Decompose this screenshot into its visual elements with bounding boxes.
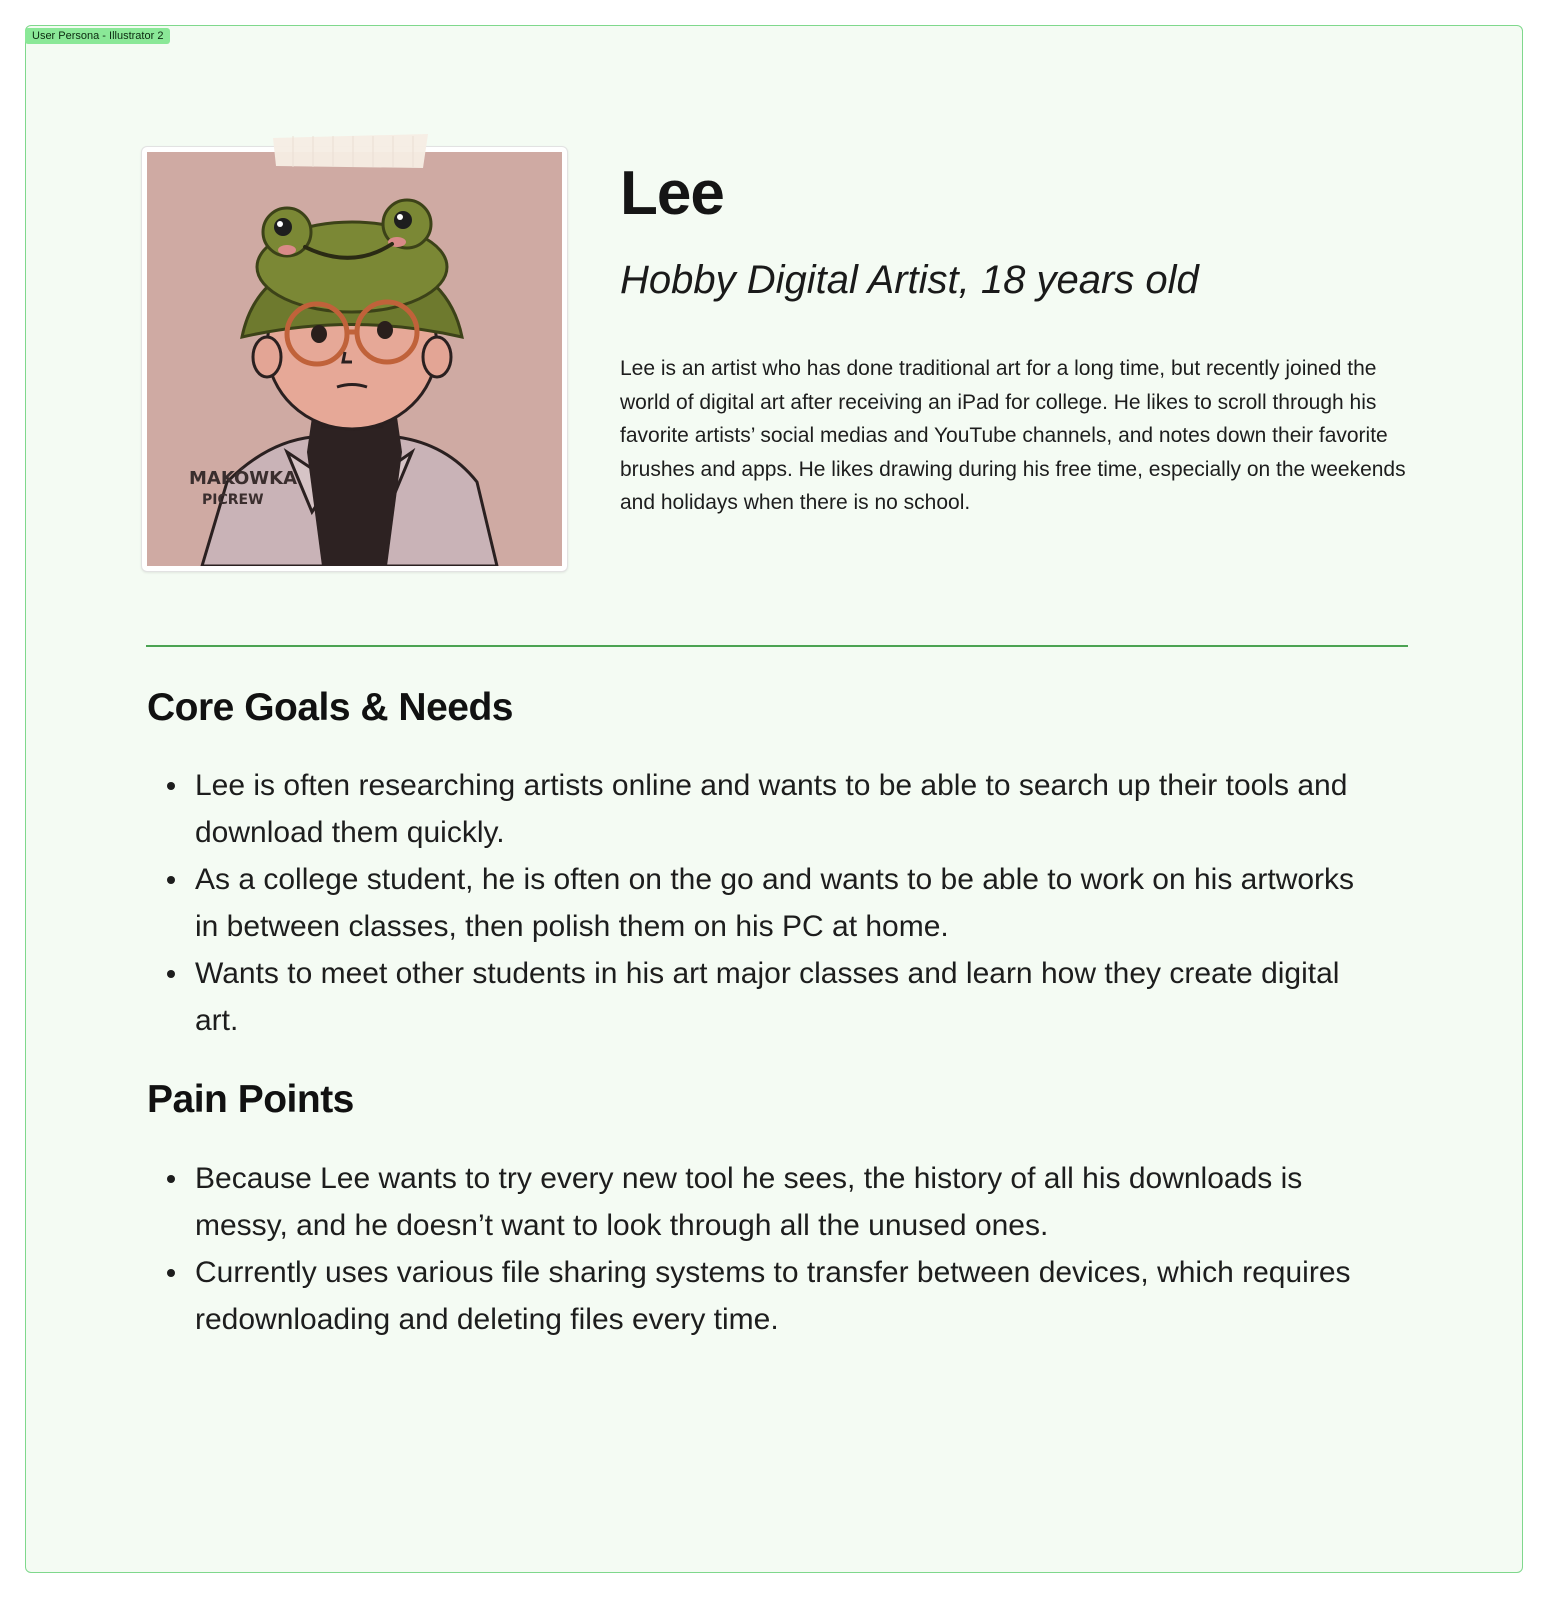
goal-text: Wants to meet other students in his art major classes and learn how they create digital art. [195, 957, 1340, 1037]
pain-points-list [147, 1155, 1377, 1343]
pain-points-title: Pain Points [147, 1078, 354, 1121]
bullet-icon [167, 1269, 175, 1277]
bullet-icon [167, 970, 175, 978]
frame-label[interactable]: User Persona - Illustrator 2 [25, 28, 170, 44]
persona-bio: Lee is an artist who has done traditional art for a long time, but recently joined the world of digital art after receiving an iPad for college. He likes to scroll through his favorite artists’ social medias and YouTube channels, and notes down their favorite brushes and apps. He likes drawing during his free time, especially on the weekends and holidays when there is no school. [620, 357, 1406, 514]
goals-list [147, 762, 1377, 1044]
list-item [147, 856, 1377, 950]
avatar-illustration [147, 152, 562, 566]
bullet-icon [167, 782, 175, 790]
list-item [147, 1155, 1377, 1249]
persona-name: Lee [620, 159, 724, 228]
bullet-icon [167, 876, 175, 884]
goal-text: As a college student, he is often on the go and wants to be able to work on his artworks in between classes, then polish them on his PC at home. [195, 863, 1355, 943]
goal-text: Lee is often researching artists online and wants to be able to search up their tools and download them quickly. [195, 769, 1348, 849]
list-item [147, 1249, 1377, 1343]
list-item [147, 950, 1377, 1044]
pain-text: Because Lee wants to try every new tool he sees, the history of all his downloads is messy, and he doesn’t want to look through all the unused ones. [195, 1162, 1303, 1242]
list-item [147, 762, 1377, 856]
persona-role: Hobby Digital Artist, 18 years old [620, 258, 1199, 302]
tape-decoration [273, 134, 428, 168]
bullet-icon [167, 1175, 175, 1183]
avatar-watermark-line2: PICREW [202, 492, 264, 508]
section-divider [146, 645, 1408, 647]
pain-text: Currently uses various file sharing systems to transfer between devices, which requires redownloading and deleting files every time. [195, 1256, 1351, 1336]
goals-title: Core Goals & Needs [147, 686, 513, 729]
avatar-card [141, 146, 568, 572]
avatar-watermark-line1: MAKÓWKA [189, 468, 298, 489]
